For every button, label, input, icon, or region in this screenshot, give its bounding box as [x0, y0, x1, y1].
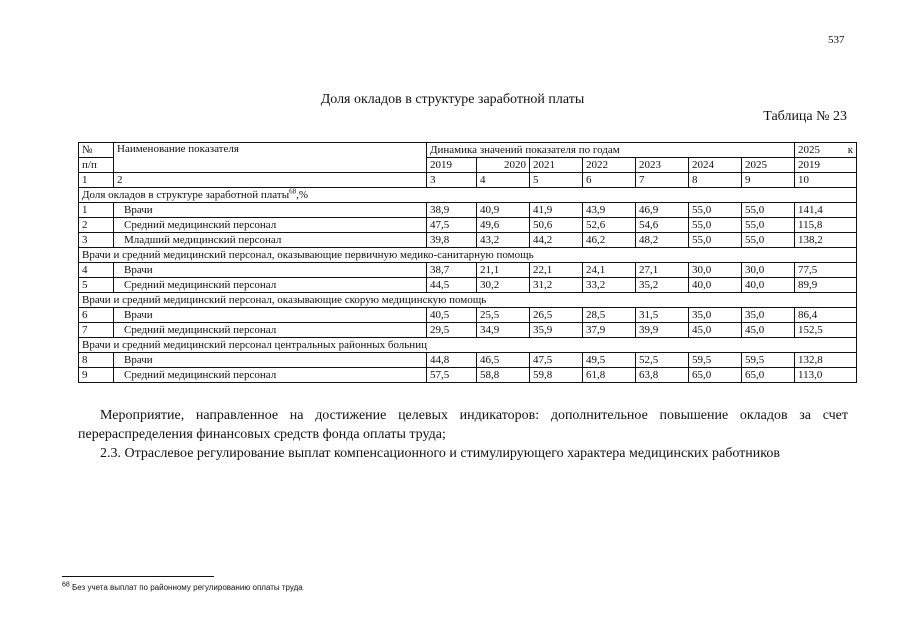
value-cell: 39,9: [636, 323, 689, 338]
value-cell: 55,0: [689, 233, 742, 248]
table-body: [79, 143, 857, 383]
value-cell: 33,2: [583, 278, 636, 293]
row-number: 2: [79, 218, 114, 233]
table-row: [79, 323, 857, 338]
value-cell: 55,0: [742, 233, 795, 248]
table-row: [79, 263, 857, 278]
footnote-mark: 68: [62, 581, 70, 589]
paragraph: 2.3. Отраслевое регулирование выплат компенсационного и стимулирующего характера медицинских работников: [100, 446, 780, 461]
value-cell: 40,0: [689, 278, 742, 293]
value-cell: 61,8: [583, 368, 636, 383]
ratio-cell: 86,4: [795, 308, 857, 323]
value-cell: 35,9: [530, 323, 583, 338]
row-name: Средний медицинский персонал: [114, 323, 427, 338]
value-cell: 35,2: [636, 278, 689, 293]
group-title-unit: ,%: [296, 188, 309, 201]
value-cell: 47,5: [530, 353, 583, 368]
table-row: [79, 278, 857, 293]
table-row: [79, 353, 857, 368]
value-cell: 59,8: [530, 368, 583, 383]
ratio-cell: 89,9: [795, 278, 857, 293]
value-cell: 41,9: [530, 203, 583, 218]
row-number: 4: [79, 263, 114, 278]
value-cell: 44,5: [427, 278, 477, 293]
value-cell: 55,0: [742, 203, 795, 218]
row-name: Врачи: [114, 308, 427, 323]
value-cell: 43,9: [583, 203, 636, 218]
value-cell: 35,0: [742, 308, 795, 323]
value-cell: 58,8: [477, 368, 530, 383]
ratio-cell: 115,8: [795, 218, 857, 233]
group-header-row: [79, 338, 857, 353]
table-row: [79, 218, 857, 233]
group-title: [79, 188, 857, 203]
value-cell: 46,9: [636, 203, 689, 218]
value-cell: 27,1: [636, 263, 689, 278]
index-cell: 4: [477, 173, 530, 188]
table-row: [79, 368, 857, 383]
value-cell: 55,0: [689, 203, 742, 218]
value-cell: 65,0: [742, 368, 795, 383]
header-year: 2023: [636, 158, 689, 173]
group-header-row: [79, 248, 857, 263]
group-title-text: Врачи и средний медицинский персонал, оказывающие первичную медико-санитарную помощь: [82, 248, 534, 261]
group-title-text: Врачи и средний медицинский персонал, оказывающие скорую медицинскую помощь: [82, 293, 487, 306]
value-cell: 57,5: [427, 368, 477, 383]
value-cell: 24,1: [583, 263, 636, 278]
value-cell: 30,0: [689, 263, 742, 278]
value-cell: 49,5: [583, 353, 636, 368]
ratio-cell: 138,2: [795, 233, 857, 248]
row-number: 3: [79, 233, 114, 248]
value-cell: 34,9: [477, 323, 530, 338]
row-name: Врачи: [114, 203, 427, 218]
value-cell: 40,0: [742, 278, 795, 293]
value-cell: 50,6: [530, 218, 583, 233]
header-dynamics: Динамика значений показателя по годам: [427, 143, 795, 158]
value-cell: 44,2: [530, 233, 583, 248]
row-name: Средний медицинский персонал: [114, 278, 427, 293]
ratio-cell: 77,5: [795, 263, 857, 278]
value-cell: 59,5: [689, 353, 742, 368]
ratio-cell: 132,8: [795, 353, 857, 368]
value-cell: 35,0: [689, 308, 742, 323]
group-title-text: Врачи и средний медицинский персонал центральных районных больниц: [82, 338, 427, 351]
header-ratio-top: 2025 к: [795, 143, 857, 158]
index-cell: 1: [79, 173, 114, 188]
row-name: Врачи: [114, 353, 427, 368]
page-number: 537: [828, 34, 845, 46]
body-text: [78, 406, 848, 463]
group-header-row: [79, 188, 857, 203]
header-year: 2025: [742, 158, 795, 173]
value-cell: 28,5: [583, 308, 636, 323]
value-cell: 47,5: [427, 218, 477, 233]
value-cell: 54,6: [636, 218, 689, 233]
value-cell: 65,0: [689, 368, 742, 383]
index-cell: 8: [689, 173, 742, 188]
value-cell: 55,0: [689, 218, 742, 233]
value-cell: 26,5: [530, 308, 583, 323]
value-cell: 40,5: [427, 308, 477, 323]
value-cell: 38,9: [427, 203, 477, 218]
index-cell: 3: [427, 173, 477, 188]
table-label: Таблица № 23: [763, 109, 847, 124]
row-name: Врачи: [114, 263, 427, 278]
salary-share-table: [78, 142, 857, 383]
header-ratio-bottom: 2019: [795, 158, 857, 173]
group-title-text: Доля окладов в структуре заработной платы: [82, 188, 290, 201]
index-cell: 5: [530, 173, 583, 188]
value-cell: 63,8: [636, 368, 689, 383]
table-row: [79, 308, 857, 323]
header-year: 2019: [427, 158, 477, 173]
value-cell: 46,2: [583, 233, 636, 248]
value-cell: 39,8: [427, 233, 477, 248]
row-number: 6: [79, 308, 114, 323]
header-year: 2024: [689, 158, 742, 173]
header-num-2: п/п: [79, 158, 114, 173]
row-number: 8: [79, 353, 114, 368]
header-year: 2022: [583, 158, 636, 173]
row-number: 9: [79, 368, 114, 383]
index-row: [79, 173, 857, 188]
row-number: 1: [79, 203, 114, 218]
ratio-cell: 152,5: [795, 323, 857, 338]
table-row: [79, 233, 857, 248]
group-header-row: [79, 293, 857, 308]
value-cell: 31,2: [530, 278, 583, 293]
value-cell: 45,0: [689, 323, 742, 338]
value-cell: 37,9: [583, 323, 636, 338]
value-cell: 25,5: [477, 308, 530, 323]
value-cell: 40,9: [477, 203, 530, 218]
header-num: №: [79, 143, 114, 158]
footnote-text: Без учета выплат по районному регулированию оплаты труда: [72, 583, 303, 592]
value-cell: 52,5: [636, 353, 689, 368]
value-cell: 49,6: [477, 218, 530, 233]
row-number: 5: [79, 278, 114, 293]
row-name: Средний медицинский персонал: [114, 368, 427, 383]
footnote: [62, 583, 303, 592]
paragraph: Мероприятие, направленное на достижение целевых индикаторов: дополнительное повышение окладов за счет перераспределения финансовых средств фонда оплаты труда;: [78, 408, 848, 442]
header-year: 2020: [477, 158, 530, 173]
group-title: [79, 293, 857, 308]
header-row-1: [79, 143, 857, 158]
table-row: [79, 203, 857, 218]
value-cell: 21,1: [477, 263, 530, 278]
value-cell: 30,2: [477, 278, 530, 293]
index-cell: 2: [114, 173, 427, 188]
value-cell: 30,0: [742, 263, 795, 278]
group-title: [79, 248, 857, 263]
document-title: Доля окладов в структуре заработной платы: [320, 92, 585, 107]
value-cell: 43,2: [477, 233, 530, 248]
value-cell: 44,8: [427, 353, 477, 368]
index-cell: 10: [795, 173, 857, 188]
group-title: [79, 338, 857, 353]
footnote-divider: [62, 576, 214, 577]
value-cell: 46,5: [477, 353, 530, 368]
footnote-mark: 68: [289, 187, 297, 195]
index-cell: 9: [742, 173, 795, 188]
row-number: 7: [79, 323, 114, 338]
index-cell: 7: [636, 173, 689, 188]
value-cell: 38,7: [427, 263, 477, 278]
index-cell: 6: [583, 173, 636, 188]
value-cell: 55,0: [742, 218, 795, 233]
value-cell: 45,0: [742, 323, 795, 338]
value-cell: 22,1: [530, 263, 583, 278]
ratio-cell: 113,0: [795, 368, 857, 383]
row-name: Средний медицинский персонал: [114, 218, 427, 233]
value-cell: 48,2: [636, 233, 689, 248]
ratio-cell: 141,4: [795, 203, 857, 218]
value-cell: 52,6: [583, 218, 636, 233]
value-cell: 59,5: [742, 353, 795, 368]
header-name: Наименование показателя: [114, 143, 427, 173]
header-year: 2021: [530, 158, 583, 173]
value-cell: 29,5: [427, 323, 477, 338]
row-name: Младший медицинский персонал: [114, 233, 427, 248]
value-cell: 31,5: [636, 308, 689, 323]
